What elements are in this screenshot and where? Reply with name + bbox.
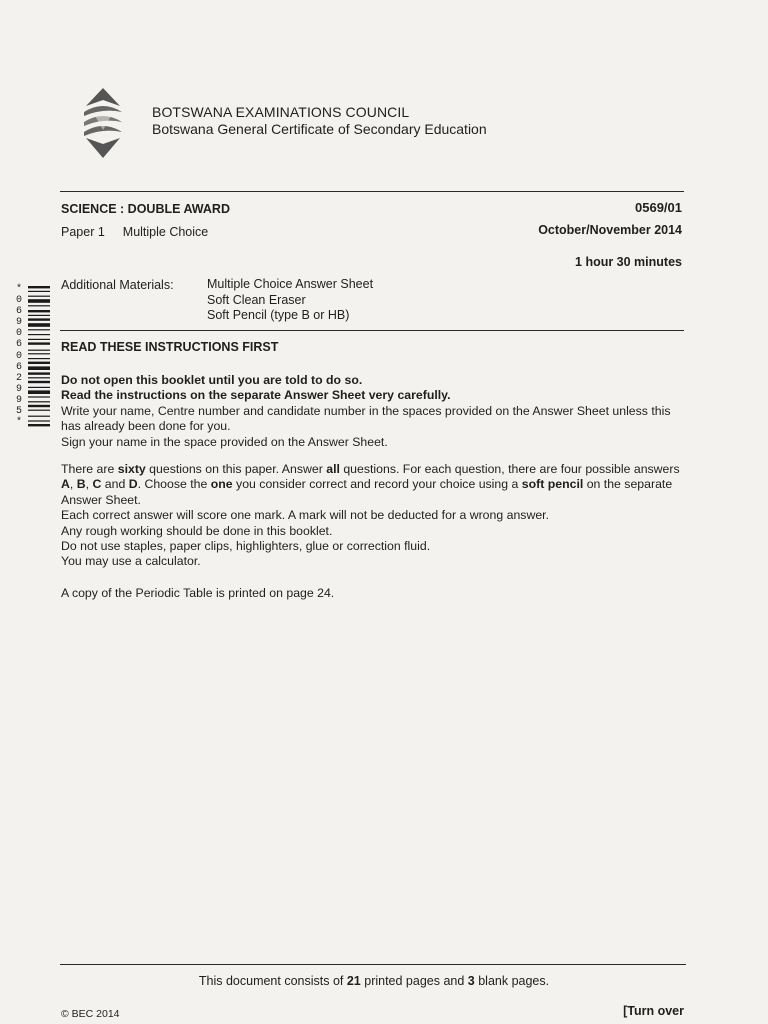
turn-over: [Turn over xyxy=(623,1004,684,1018)
qualification-name: Botswana General Certificate of Secondary Education xyxy=(152,121,487,137)
material-item: Multiple Choice Answer Sheet xyxy=(207,277,374,291)
barcode-digit: * xyxy=(15,284,22,295)
barcode-digit: 9 xyxy=(15,317,22,329)
text-run: 21 xyxy=(346,974,361,988)
instruction-line: Any rough working should be done in this booklet. xyxy=(61,523,333,538)
barcode-digit: * xyxy=(15,417,22,429)
material-item: Soft Pencil (type B or HB) xyxy=(207,308,350,322)
instruction-line: Write your name, Centre number and candidate number in the spaces provided on the Answer Sheet unless this has already been done for you. xyxy=(61,403,671,434)
material-item: Soft Clean Eraser xyxy=(207,292,306,307)
top-divider xyxy=(60,191,684,192)
text-run: one xyxy=(210,477,233,492)
text-run: soft pencil xyxy=(521,477,584,492)
subject-title: SCIENCE : DOUBLE AWARD xyxy=(61,202,230,216)
instruction-line: Sign your name in the space provided on the Answer Sheet. xyxy=(61,434,388,449)
text-run: on the separate Answer Sheet. xyxy=(61,477,673,507)
text-run: printed pages and xyxy=(360,974,468,988)
barcode-digit: 9 xyxy=(15,383,22,395)
text-run: , xyxy=(85,477,93,492)
text-run: sixty xyxy=(117,462,146,477)
barcode-digit: 6 xyxy=(15,361,22,373)
text-run: and xyxy=(101,477,129,492)
barcode-digit: 0 xyxy=(15,295,22,307)
barcode xyxy=(12,284,52,440)
footer-divider xyxy=(60,964,686,965)
text-run: blank pages. xyxy=(474,974,550,988)
text-run: questions on this paper. Answer xyxy=(145,462,327,477)
barcode-digits xyxy=(12,284,26,440)
copyright: © BEC 2014 xyxy=(61,1008,120,1020)
middle-divider xyxy=(60,330,684,331)
barcode-digit: 0 xyxy=(15,350,22,362)
periodic-table-note: A copy of the Periodic Table is printed on page 24. xyxy=(61,586,335,600)
instruction-line: You may use a calculator. xyxy=(61,554,201,569)
instruction-line: Do not use staples, paper clips, highlighters, glue or correction fluid. xyxy=(61,539,431,554)
org-name: BOTSWANA EXAMINATIONS COUNCIL xyxy=(152,104,410,120)
text-run: 3 xyxy=(467,974,475,988)
text-run: . Choose the xyxy=(137,477,211,492)
barcode-digit: 6 xyxy=(15,339,22,351)
text-run: C xyxy=(92,477,102,492)
paper-code: 0569/01 xyxy=(635,200,682,215)
instruction-line: Each correct answer will score one mark. A mark will not be deducted for a wrong answer. xyxy=(61,508,549,523)
text-run: A xyxy=(61,477,70,492)
text-run: D xyxy=(128,477,138,492)
instructions-body xyxy=(61,373,691,570)
bec-logo-icon xyxy=(80,86,126,160)
instruction-paragraph xyxy=(61,462,691,508)
text-run: , xyxy=(69,477,77,492)
text-run: This document consists of xyxy=(198,974,347,988)
text-run: all xyxy=(326,462,340,477)
text-run: questions. For each question, there are four possible answers xyxy=(339,462,680,477)
page-count-note xyxy=(0,974,748,988)
barcode-digit: 5 xyxy=(15,406,22,418)
paper-type: Multiple Choice xyxy=(122,225,209,239)
barcode-digit: 0 xyxy=(15,328,22,340)
paper-info xyxy=(61,225,208,239)
paper-number: Paper 1 xyxy=(61,225,105,239)
barcode-digit: 6 xyxy=(15,306,22,318)
instruction-line: Read the instructions on the separate Answer Sheet very carefully. xyxy=(61,388,451,403)
exam-duration: 1 hour 30 minutes xyxy=(575,255,682,269)
materials-list xyxy=(207,277,373,324)
text-run: B xyxy=(76,477,86,492)
barcode-bars-icon xyxy=(28,286,50,438)
exam-session: October/November 2014 xyxy=(538,223,682,237)
barcode-digit: 9 xyxy=(15,394,22,406)
barcode-digit: 2 xyxy=(15,372,22,384)
instruction-line: Do not open this booklet until you are told to do so. xyxy=(61,373,363,387)
text-run: you consider correct and record your choice using a xyxy=(232,477,522,492)
instructions-heading: READ THESE INSTRUCTIONS FIRST xyxy=(61,340,279,354)
materials-label: Additional Materials: xyxy=(61,278,174,292)
text-run: There are xyxy=(61,462,118,477)
